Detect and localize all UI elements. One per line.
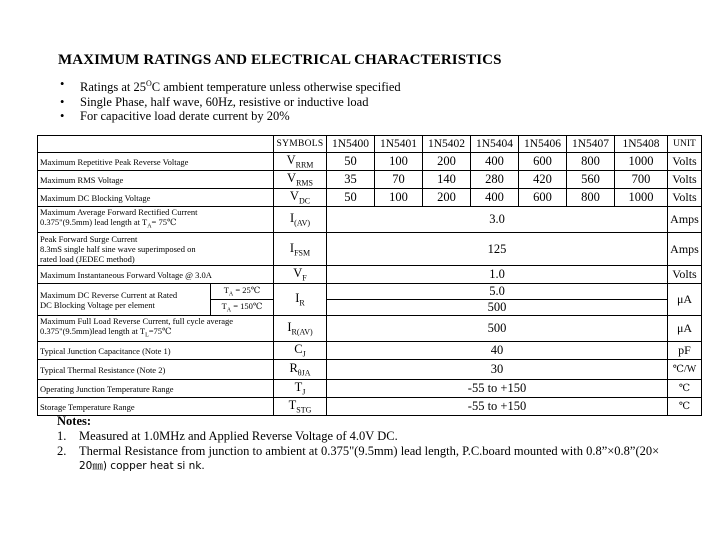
symbol-cell: $R_{\theta JA}$: [274, 360, 327, 380]
bullet-icon: •: [60, 109, 65, 124]
unit-cell: Volts: [668, 153, 702, 171]
value-cell: 3.0: [327, 207, 668, 233]
value-cell: -55 to +150: [327, 398, 668, 416]
param-label: Maximum Full Load Reverse Current, full cycle average 0.375"(9.5mm)lead length at $T_L=75℃$: [38, 316, 274, 342]
param-label: Peak Forward Surge Current 8.3mS single half sine wave superimposed on rated load (JEDEC method): [38, 233, 274, 266]
symbol-cell: $V_{DC}$: [274, 189, 327, 207]
list-item: • For capacitive load derate current by 20%: [60, 109, 290, 124]
bullet-icon: •: [60, 77, 65, 91]
param-label: Maximum DC Reverse Current at Rated DC Blocking Voltage per element: [38, 284, 211, 316]
header-parameter: [38, 136, 274, 153]
value-cell: 40: [327, 342, 668, 360]
table-row: [38, 316, 702, 342]
value-cell: 500: [327, 300, 668, 316]
param-label: Typical Thermal Resistance (Note 2): [38, 360, 274, 380]
param-label: Maximum Instantaneous Forward Voltage @ 3.0A: [38, 266, 274, 284]
table-row: [38, 342, 702, 360]
unit-cell: Amps: [668, 233, 702, 266]
header-model: 1N5402: [423, 136, 471, 153]
unit-cell: Volts: [668, 189, 702, 207]
table-row: [38, 380, 702, 398]
bullet-icon: •: [60, 94, 65, 109]
symbol-cell: $V_{RMS}$: [274, 171, 327, 189]
value-cell: 700: [615, 171, 668, 189]
list-item: • Ratings at $25^OC$ ambient temperature unless otherwise specified: [60, 77, 401, 95]
unit-cell: Volts: [668, 266, 702, 284]
value-cell: 600: [519, 153, 567, 171]
table-row: [38, 153, 702, 171]
table-row: [38, 207, 702, 233]
symbol-cell: $T_J$: [274, 380, 327, 398]
value-cell: 280: [471, 171, 519, 189]
value-cell: 800: [567, 189, 615, 207]
symbol-cell: $V_F$: [274, 266, 327, 284]
unit-cell: Volts: [668, 171, 702, 189]
symbol-cell: $I_{FSM}$: [274, 233, 327, 266]
value-cell: 50: [327, 153, 375, 171]
unit-cell: μA: [668, 284, 702, 316]
param-label: Maximum Repetitive Peak Reverse Voltage: [38, 153, 274, 171]
value-cell: 50: [327, 189, 375, 207]
header-model: 1N5407: [567, 136, 615, 153]
conditions-list: [60, 77, 401, 124]
symbol-cell: $I_{R(AV)}$: [274, 316, 327, 342]
header-model: 1N5406: [519, 136, 567, 153]
value-cell: 400: [471, 189, 519, 207]
param-label: Maximum RMS Voltage: [38, 171, 274, 189]
value-cell: 800: [567, 153, 615, 171]
value-cell: 600: [519, 189, 567, 207]
condition-cell: $T_A$ = 25℃: [211, 284, 274, 300]
unit-cell: ℃: [668, 380, 702, 398]
value-cell: 100: [375, 189, 423, 207]
symbol-cell: $I_R$: [274, 284, 327, 316]
value-cell: 200: [423, 189, 471, 207]
condition-cell: $T_A$ = 150℃: [211, 300, 274, 316]
symbol-cell: $T_{STG}$: [274, 398, 327, 416]
unit-cell: μA: [668, 316, 702, 342]
unit-cell: pF: [668, 342, 702, 360]
header-model: 1N5400: [327, 136, 375, 153]
table-row: [38, 284, 702, 300]
value-cell: 35: [327, 171, 375, 189]
value-cell: 200: [423, 153, 471, 171]
symbol-cell: $C_J$: [274, 342, 327, 360]
table-header-row: [38, 136, 702, 153]
value-cell: 70: [375, 171, 423, 189]
value-cell: -55 to +150: [327, 380, 668, 398]
symbol-cell: $I_{(AV)}$: [274, 207, 327, 233]
header-model: 1N5401: [375, 136, 423, 153]
value-cell: 140: [423, 171, 471, 189]
page-title: MAXIMUM RATINGS AND ELECTRICAL CHARACTERISTICS: [58, 52, 502, 68]
value-cell: 1000: [615, 189, 668, 207]
value-cell: 1.0: [327, 266, 668, 284]
ratings-table: [37, 135, 702, 416]
header-unit: UNIT: [668, 136, 702, 153]
value-cell: 1000: [615, 153, 668, 171]
notes-heading: Notes:: [57, 414, 92, 428]
notes-section: [57, 414, 659, 474]
note-item: 2. Thermal Resistance from junction to ambient at 0.375"(9.5mm) lead length, P.C.board mounted with 0.8”×0.8”(20×: [57, 444, 660, 458]
param-label: Maximum DC Blocking Voltage: [38, 189, 274, 207]
param-label: Operating Junction Temperature Range: [38, 380, 274, 398]
value-cell: 100: [375, 153, 423, 171]
unit-cell: ℃/W: [668, 360, 702, 380]
param-label: Storage Temperature Range: [38, 398, 274, 416]
symbol-cell: $V_{RRM}$: [274, 153, 327, 171]
list-item: • Single Phase, half wave, 60Hz, resistive or inductive load: [60, 94, 369, 109]
header-model: 1N5404: [471, 136, 519, 153]
value-cell: 125: [327, 233, 668, 266]
param-label: Typical Junction Capacitance (Note 1): [38, 342, 274, 360]
param-label: Maximum Average Forward Rectified Current 0.375"(9.5mm) lead length at $T_A=$ 75℃: [38, 207, 274, 233]
table-row: [38, 398, 702, 416]
table-row: [38, 266, 702, 284]
value-cell: 420: [519, 171, 567, 189]
note-continuation: 20㎜) copper heat si nk.: [79, 460, 205, 472]
table-row: [38, 360, 702, 380]
table-row: [38, 189, 702, 207]
table-row: [38, 233, 702, 266]
value-cell: 560: [567, 171, 615, 189]
value-cell: 5.0: [327, 284, 668, 300]
note-item: 1. Measured at 1.0MHz and Applied Reverse Voltage of 4.0V DC.: [57, 429, 398, 443]
unit-cell: Amps: [668, 207, 702, 233]
unit-cell: ℃: [668, 398, 702, 416]
table-row: [38, 171, 702, 189]
value-cell: 400: [471, 153, 519, 171]
value-cell: 500: [327, 316, 668, 342]
header-symbols: SYMBOLS: [274, 136, 327, 153]
header-model: 1N5408: [615, 136, 668, 153]
value-cell: 30: [327, 360, 668, 380]
